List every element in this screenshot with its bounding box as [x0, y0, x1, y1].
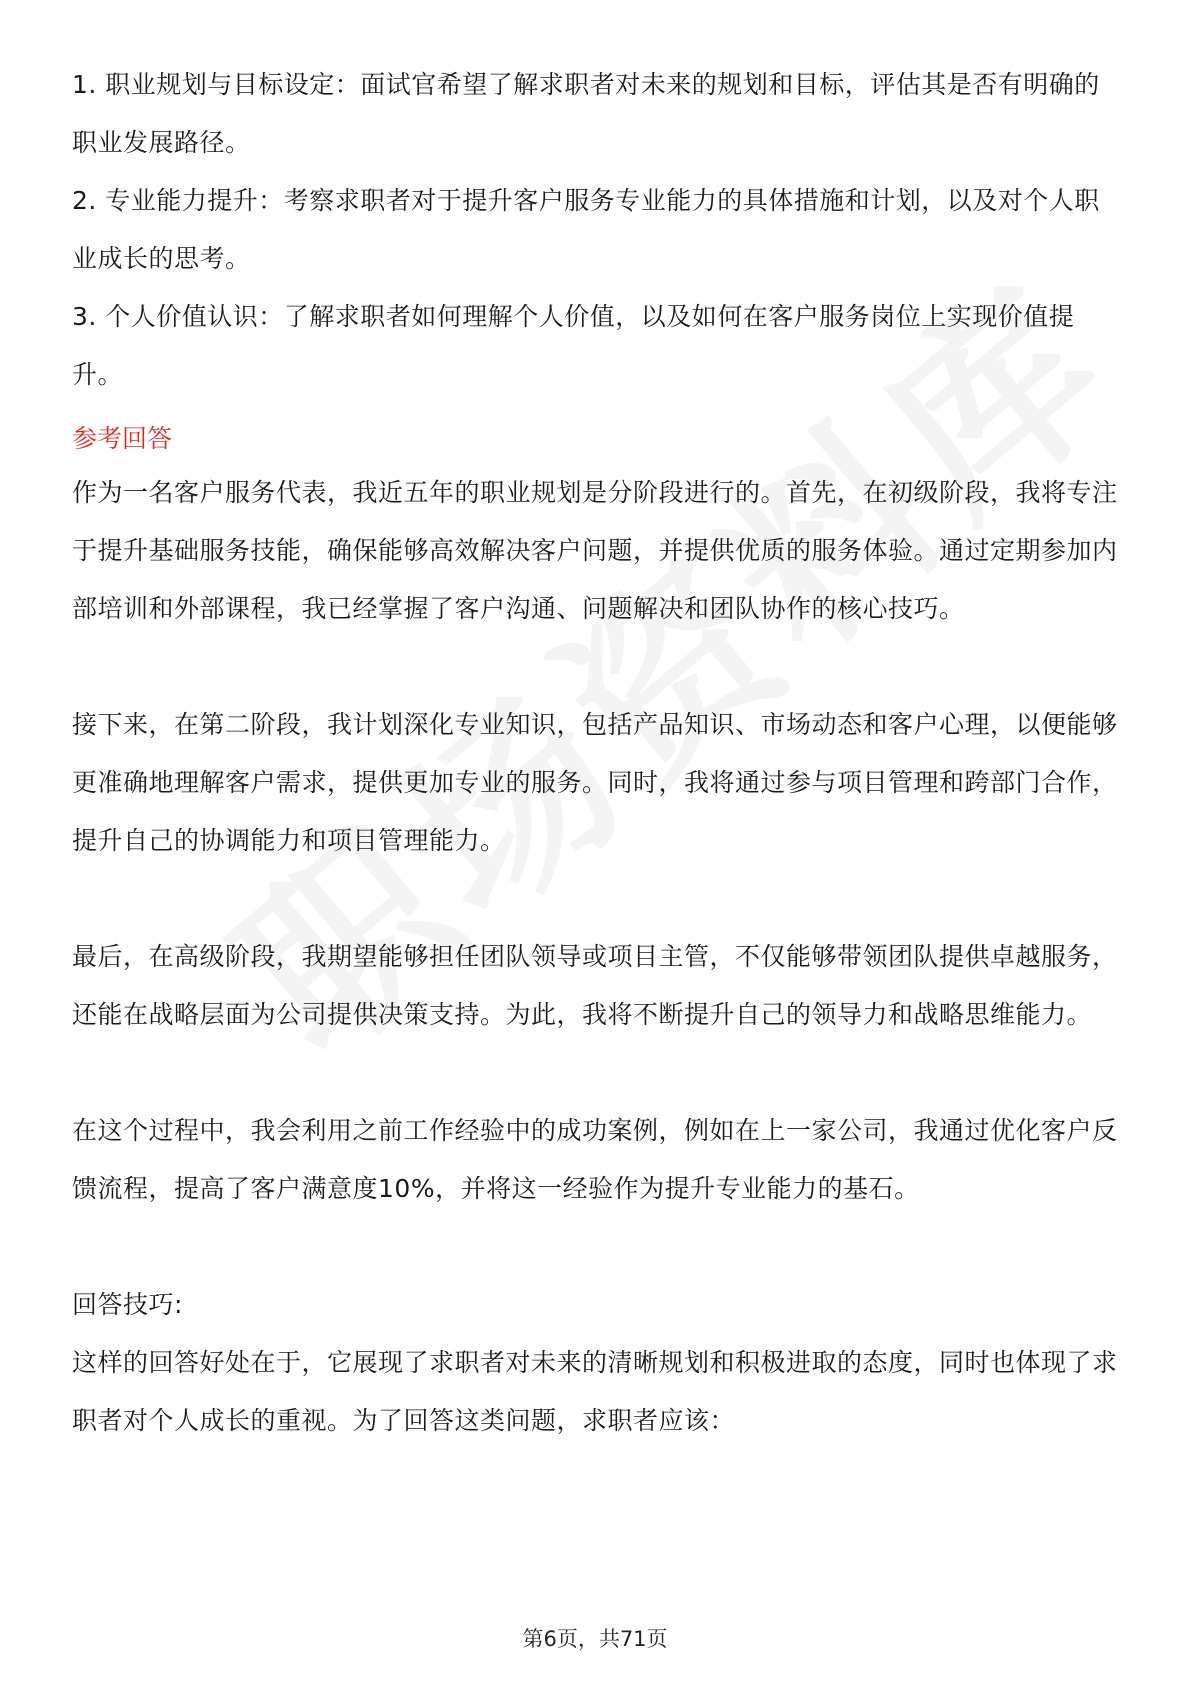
answer-paragraph-3: 最后，在高级阶段，我期望能够担任团队领导或项目主管，不仅能够带领团队提供卓越服务，还能在战略层面为公司提供决策支持。为此，我将不断提升自己的领导力和战略思维能力。 — [72, 942, 1118, 1029]
answer-paragraph-4: 在这个过程中，我会利用之前工作经验中的成功案例，例如在上一家公司，我通过优化客户反馈流程，提高了客户满意度10%，并将这一经验作为提升专业能力的基石。 — [72, 1116, 1118, 1203]
tips-paragraph: 这样的回答好处在于，它展现了求职者对未来的清晰规划和积极进取的态度，同时也体现了求职者对个人成长的重视。为了回答这类问题，求职者应该： — [72, 1348, 1118, 1435]
tips-heading: 回答技巧: — [72, 1290, 183, 1319]
page-content — [72, 56, 1120, 1450]
answer-heading: 参考回答 — [72, 424, 173, 453]
question-item-2: 2. 专业能力提升：考察求职者对于提升客户服务专业能力的具体措施和计划，以及对个人职业成长的思考。 — [72, 186, 1100, 273]
page-number-footer: 第6页，共71页 — [522, 1627, 668, 1651]
answer-paragraph-1: 作为一名客户服务代表，我近五年的职业规划是分阶段进行的。首先，在初级阶段，我将专注于提升基础服务技能，确保能够高效解决客户问题，并提供优质的服务体验。通过定期参加内部培训和外部课程，我已经掌握了客户沟通、问题解决和团队协作的核心技巧。 — [72, 478, 1118, 623]
question-item-1: 1. 职业规划与目标设定：面试官希望了解求职者对未来的规划和目标，评估其是否有明确的职业发展路径。 — [72, 70, 1100, 157]
answer-paragraph-2: 接下来，在第二阶段，我计划深化专业知识，包括产品知识、市场动态和客户心理，以便能够更准确地理解客户需求，提供更加专业的服务。同时，我将通过参与项目管理和跨部门合作，提升自己的协调能力和项目管理能力。 — [72, 710, 1118, 855]
question-item-3: 3. 个人价值认识：了解求职者如何理解个人价值，以及如何在客户服务岗位上实现价值提升。 — [72, 302, 1075, 389]
